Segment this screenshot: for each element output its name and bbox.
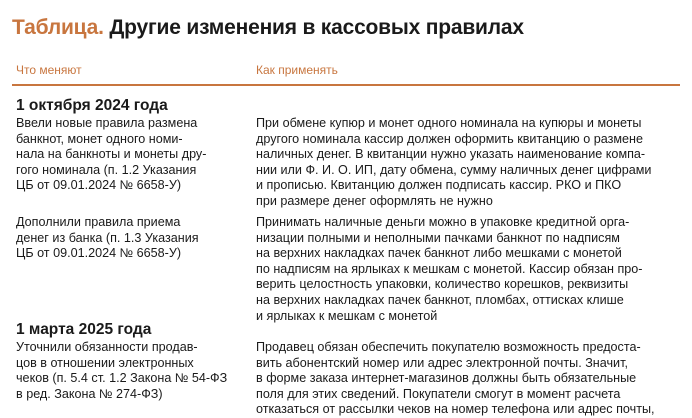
row-how-exchange-rules xyxy=(256,116,684,210)
row-how-bank-cash-intake xyxy=(256,215,684,324)
row-what-electronic-receipts xyxy=(16,340,244,402)
row-what-exchange-rules xyxy=(16,116,244,194)
section-date-oct-2024: 1 октября 2024 года xyxy=(16,97,168,114)
text-line: чеков (п. 5.4 ст. 1.2 Закона № 54-ФЗ xyxy=(16,371,228,386)
text-line: наличных денег. В квитанции нужно указать наименование компа- xyxy=(256,147,646,162)
text-line: Принимать наличные деньги можно в упаковке кредитной орга- xyxy=(256,215,630,229)
row-what-bank-cash-intake xyxy=(16,215,244,262)
row-how-electronic-receipts xyxy=(256,340,684,418)
text-line: поля для этих сведений. Покупатели смогут в момент расчета xyxy=(256,386,621,401)
text-line: гого номинала (п. 1.2 Указания xyxy=(16,162,197,177)
text-line: Продавец обязан обеспечить покупателю возможность предоста- xyxy=(256,340,641,354)
text-line: Дополнили правила приема xyxy=(16,215,181,229)
text-line: Уточнили обязанности продав- xyxy=(16,340,198,354)
text-line: другого номинала кассир должен оформить квитанцию о размене xyxy=(256,131,644,146)
table-title-prefix: Таблица. xyxy=(12,16,104,39)
text-line: и ярлыках к мешкам с монетой xyxy=(256,308,438,323)
text-line: и прописью. Квитанцию должен подписать кассир. РКО и ПКО xyxy=(256,178,622,193)
text-line: на верхних накладках пачек банкнот либо мешками с монетой xyxy=(256,246,622,261)
text-line: ЦБ от 09.01.2024 № 6658-У) xyxy=(16,246,182,261)
column-header-what: Что меняют xyxy=(16,63,82,77)
text-line: Ввели новые правила размена xyxy=(16,116,198,130)
text-line: цов в отношении электронных xyxy=(16,355,194,370)
text-line: денег из банка (п. 1.3 Указания xyxy=(16,230,199,245)
table-title-main: Другие изменения в кассовых правилах xyxy=(109,16,524,39)
text-line: в ред. Закона № 274-ФЗ) xyxy=(16,386,163,401)
text-line: верить целостность упаковки, количество корешков, реквизиты xyxy=(256,277,629,292)
text-line: банкнот, монет одного номи- xyxy=(16,131,183,146)
text-line: вить абонентский номер или адрес электронной почты. Значит, xyxy=(256,355,628,370)
table-title xyxy=(12,16,524,40)
text-line: при размере денег оформлять не нужно xyxy=(256,193,493,208)
text-line: в форме заказа интернет-магазинов должны быть обязательные xyxy=(256,371,637,386)
text-line: нала на банкноты и монеты дру- xyxy=(16,147,207,162)
text-line: по надписям на ярлыках к мешкам с монетой. Кассир обязан про- xyxy=(256,261,643,276)
column-header-how: Как применять xyxy=(256,63,338,77)
text-line: низации полными и неполными пачками банкнот по надписям xyxy=(256,230,620,245)
text-line: ЦБ от 09.01.2024 № 6658-У) xyxy=(16,178,182,193)
text-line: нии или Ф. И. О. ИП, дату обмена, сумму наличных денег цифрами xyxy=(256,162,652,177)
section-date-mar-2025: 1 марта 2025 года xyxy=(16,321,152,338)
header-divider xyxy=(12,84,680,86)
text-line: на верхних накладках пачек банкнот, пломбах, оттисках клише xyxy=(256,292,624,307)
text-line: отказаться от рассылки чеков на номер телефона или адрес почты, xyxy=(256,402,655,417)
text-line: При обмене купюр и монет одного номинала на купюры и монеты xyxy=(256,116,642,130)
